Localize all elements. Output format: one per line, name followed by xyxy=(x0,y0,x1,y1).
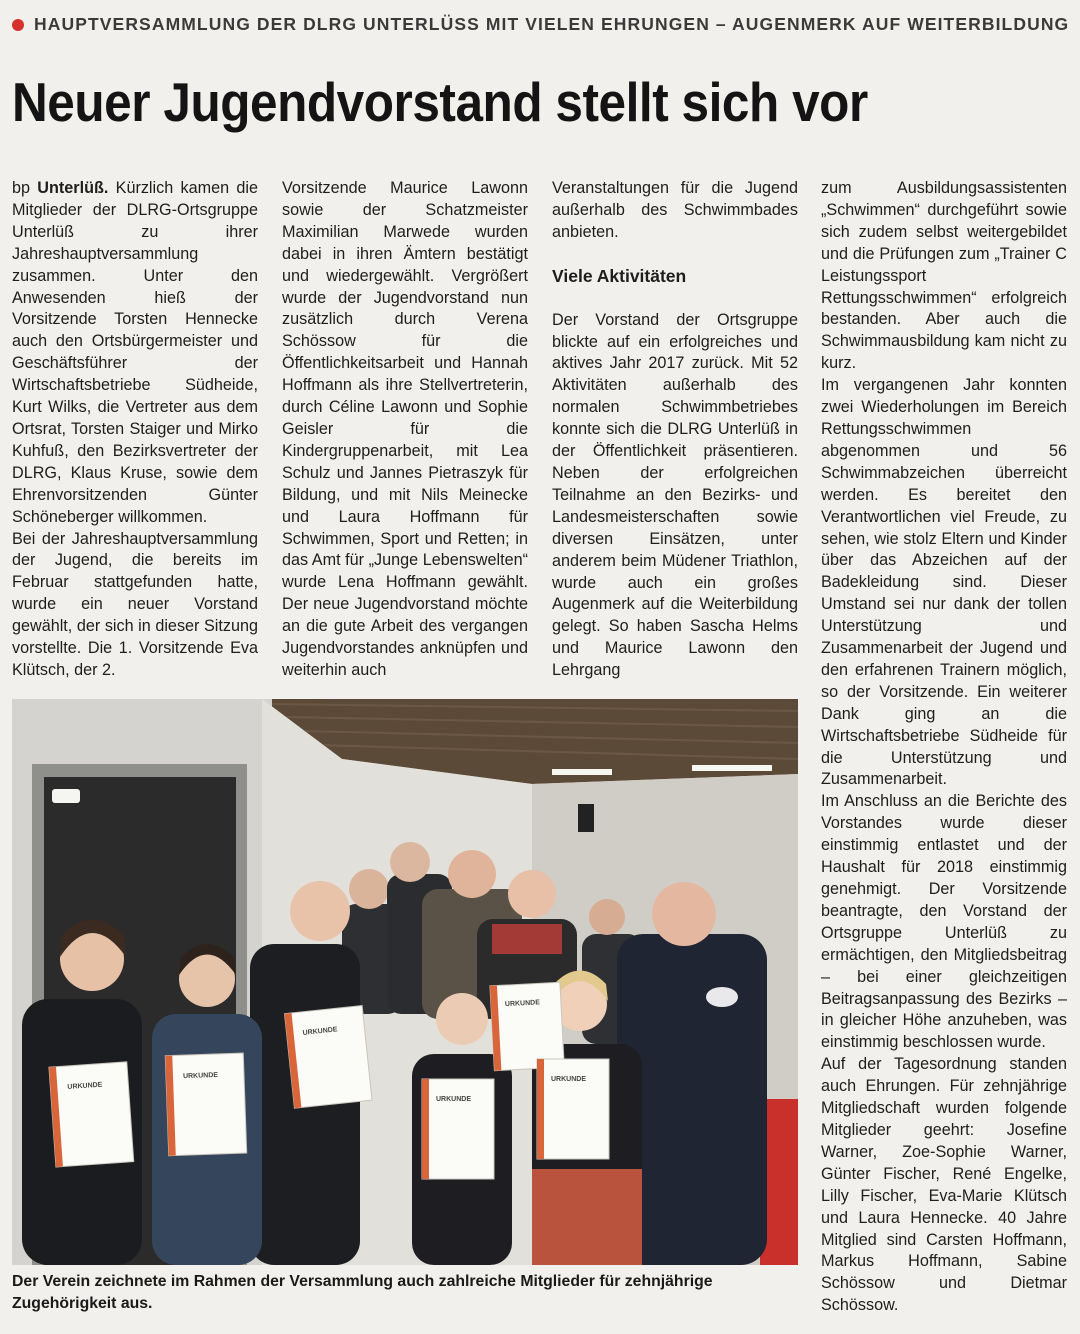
paragraph xyxy=(12,178,258,529)
certificate-label: URKUNDE xyxy=(182,1071,219,1081)
bullet-dot-icon xyxy=(12,19,24,31)
paragraph: Im Anschluss an die Berichte des Vorstandes wurde dieser einstimmig entlastet und der Haushalt für 2018 einstimmig genehmigt. Der Vorsitzende beantragte, den Vorstand der Ortsgruppe Unterlüß zu ermächtigen, den Mitgliedsbeitrag – bei einer gleichzeitigen Beitragsanpassung des Bezirks – in gleicher Höhe anzuheben, was einstimmig beschlossen wurde. xyxy=(821,792,1067,1052)
dateline: Unterlüß. xyxy=(37,179,109,197)
ceiling-light xyxy=(692,765,772,771)
dateline-prefix: bp xyxy=(12,179,38,197)
paragraph: zum Ausbildungsassistenten „Schwimmen“ durchgeführt sowie sich zudem selbst weitergebildet und die Prüfungen zum „Trainer C Leistungssport Rettungsschwimmen“ erfolgreich bestanden. Aber auch die Schwimmausbildung kam nicht zu kurz. xyxy=(821,179,1067,373)
certificate-label: URKUNDE xyxy=(302,1026,338,1037)
paragraph: Veranstaltungen für die Jugend außerhalb des Schwimmbades anbieten. xyxy=(552,179,798,241)
article-headline: Neuer Jugendvorstand stellt sich vor xyxy=(12,71,868,133)
wall-sign xyxy=(52,789,80,803)
speaker xyxy=(578,804,594,832)
certificate-label: URKUNDE xyxy=(436,1096,471,1103)
paragraph-text: Kürzlich kamen die Mitglieder der DLRG-Ortsgruppe Unterlüß zu ihrer Jahreshauptversammlung zusammen. Unter den Anwesenden hieß der Vorsitzende Torsten Hennecke auch den Ortsbürgermeister und Geschäftsführer der Wirtschaftsbetriebe Südheide, Kurt Wilks, die Vertreter aus dem Ortsrat, Torsten Staiger und Mirko Kuhfuß, den Bezirksvertreter der DLRG, Klaus Kruse, sowie dem Ehrenvorsitzenden Günter Schöneberger willkommen. xyxy=(12,179,258,526)
paragraph: Auf der Tagesordnung standen auch Ehrungen. Für zehnjährige Mitgliedschaft wurden folgende Mitglieder geehrt: Josefine Warner, Zoe-Sophie Warner, Günter Fischer, René Engelke, Lilly Fischer, Eva-Marie Klütsch und Laura Hennecke. 40 Jahre Mitglied sind Carsten Hoffmann, Markus Hoffmann, Sabine Schössow und Dietmar Schössow. xyxy=(821,1055,1067,1315)
article-column-4 xyxy=(821,178,1067,1317)
paragraph: Der Vorstand der Ortsgruppe blickte auf ein erfolgreiches und aktives Jahr 2017 zurück. Mit 52 Aktivitäten außerhalb des normalen Schwimmbetriebes konnte sich die DLRG Unterlüß in der Öffentlichkeit präsentieren. Neben der erfolgreichen Teilnahme an den Bezirks- und Landesmeisterschaften sowie diversen Einsätzen, unter anderem beim Müdener Triathlon, wurde auch ein großes Augenmerk auf die Weiterbildung gelegt. So haben Sascha Helms und Maurice Lawonn den Lehrgang xyxy=(552,310,798,680)
subheading: Viele Aktivitäten xyxy=(552,265,687,286)
kicker-text: HAUPTVERSAMMLUNG DER DLRG UNTERLÜSS MIT VIELEN EHRUNGEN – AUGENMERK AUF WEITERBILDUNG xyxy=(34,14,1070,34)
photo-caption: Der Verein zeichnete im Rahmen der Versammlung auch zahlreiche Mitglieder für zehnjährige Zugehörigkeit aus. xyxy=(12,1273,713,1312)
article-column-2 xyxy=(282,178,528,682)
certificate-label: URKUNDE xyxy=(551,1076,586,1083)
paragraph: Bei der Jahreshauptversammlung der Jugend, die bereits im Februar stattgefunden hatte, wurde ein neuer Vorstand gewählt, der sich in dieser Sitzung vorstellte. Die 1. Vorsitzende Eva Klütsch, der 2. xyxy=(12,529,258,679)
ceiling-light xyxy=(552,769,612,775)
article-column-1 xyxy=(12,178,258,682)
article-column-3 xyxy=(552,178,798,682)
group-photo-illustration xyxy=(12,699,798,1265)
paragraph: Im vergangenen Jahr konnten zwei Wiederholungen im Bereich Rettungsschwimmen abgenommen und 56 Schwimmabzeichen überreicht werden. Es bereitet den Verantwortlichen viel Freude, zu sehen, wie stolz Eltern und Kinder über das Abzeichen auf der Badekleidung sind. Dieser Umstand sei nur dank der tollen Unterstützung und Zusammenarbeit der Jugend und den erfahrenen Trainern möglich, so der Vorsitzende. Ein weiterer Dank ging an die Wirtschaftsbetriebe Südheide für die Unterstützung und Zusammenarbeit. xyxy=(821,376,1067,789)
group-photo xyxy=(12,699,798,1265)
certificate-label: URKUNDE xyxy=(67,1081,103,1092)
article-kicker xyxy=(12,14,1072,35)
certificate-label: URKUNDE xyxy=(504,999,541,1009)
paragraph: Vorsitzende Maurice Lawonn sowie der Schatzmeister Maximilian Marwede wurden dabei in ihren Ämtern bestätigt und wiedergewählt. Vergrößert wurde der Jugendvorstand nun zusätzlich durch Verena Schössow für die Öffentlichkeitsarbeit und Hannah Hoffmann als ihre Stellvertreterin, durch Céline Lawonn und Sophie Geisler für die Kindergruppenarbeit, mit Lea Schulz und Jannes Pietraszyk für Bildung, und mit Nils Meinecke und Laura Hoffmann für Schwimmen, Sport und Retten; in das Amt für „Junge Lebenswelten“ wurde Lena Hoffmann gewählt. Der neue Jugendvorstand möchte an die gute Arbeit des vergangen Jugendvorstandes anknüpfen und weiterhin auch xyxy=(282,179,528,679)
